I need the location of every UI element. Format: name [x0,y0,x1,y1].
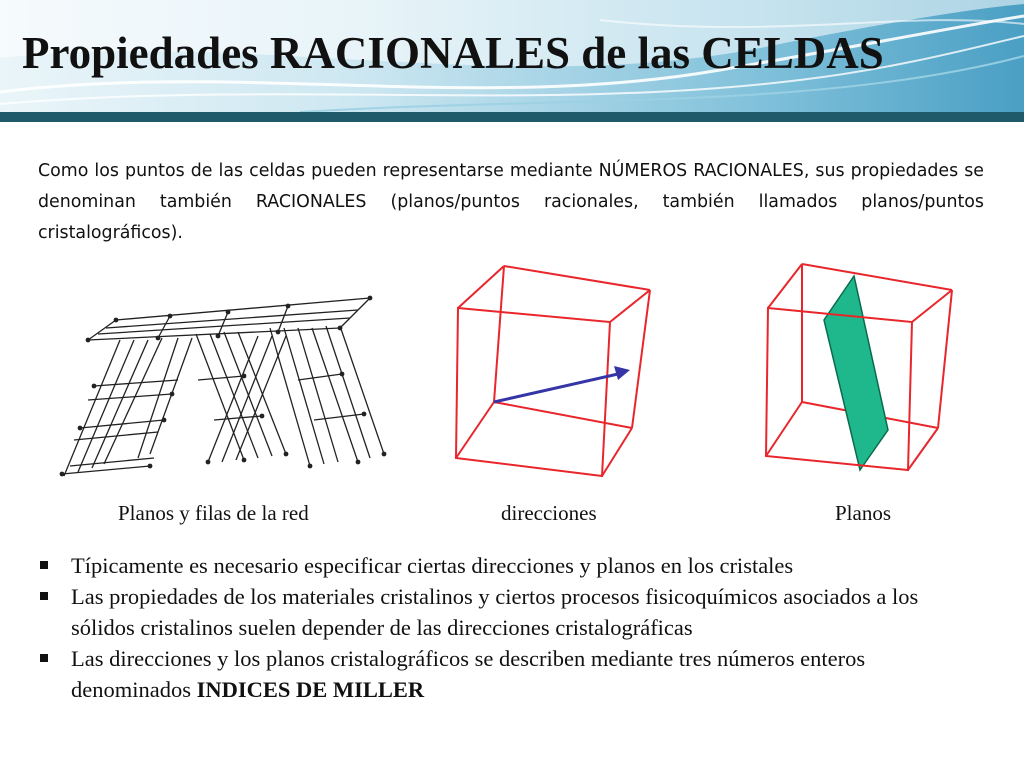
cube-plane-diagram [762,262,957,477]
caption-planes: Planos [835,501,892,525]
miller-indices-emphasis: INDICES DE MILLER [196,677,425,702]
square-bullet-icon [40,592,48,600]
bullet-text: Las propiedades de los materiales cristalinos y ciertos procesos fisicoquímicos asociados a los sólidos cristalinos suelen depender de las direcciones cristalográficas [71,584,919,640]
square-bullet-icon [40,654,48,662]
bullet-text: Típicamente es necesario especificar ciertas direcciones y planos en los cristales [71,553,794,578]
plane-figure [762,262,957,477]
bullet-item [40,643,980,705]
bullet-item [40,581,980,643]
bullet-list [40,550,980,705]
page-title: Propiedades RACIONALES de las CELDAS [22,28,884,78]
caption-directions: direcciones [501,501,597,525]
bullet-text: Las direcciones y los planos cristalográficos se describen mediante tres números enteros denominados [71,646,866,702]
cube-direction-vector-diagram [452,262,657,492]
caption-lattice: Planos y filas de la red [118,501,309,525]
header-band [0,112,1024,122]
direction-figure [452,262,657,492]
square-bullet-icon [40,561,48,569]
slide-header [0,0,1024,122]
lattice-planes-rows-diagram [58,290,393,485]
intro-paragraph: Como los puntos de las celdas pueden representarse mediante NÚMEROS RACIONALES, sus propiedades se denominan también RACIONALES (planos/puntos racionales, también llamados planos/puntos cristalográficos). [38,161,984,243]
bullet-item [40,550,980,581]
lattice-figure [58,290,393,485]
